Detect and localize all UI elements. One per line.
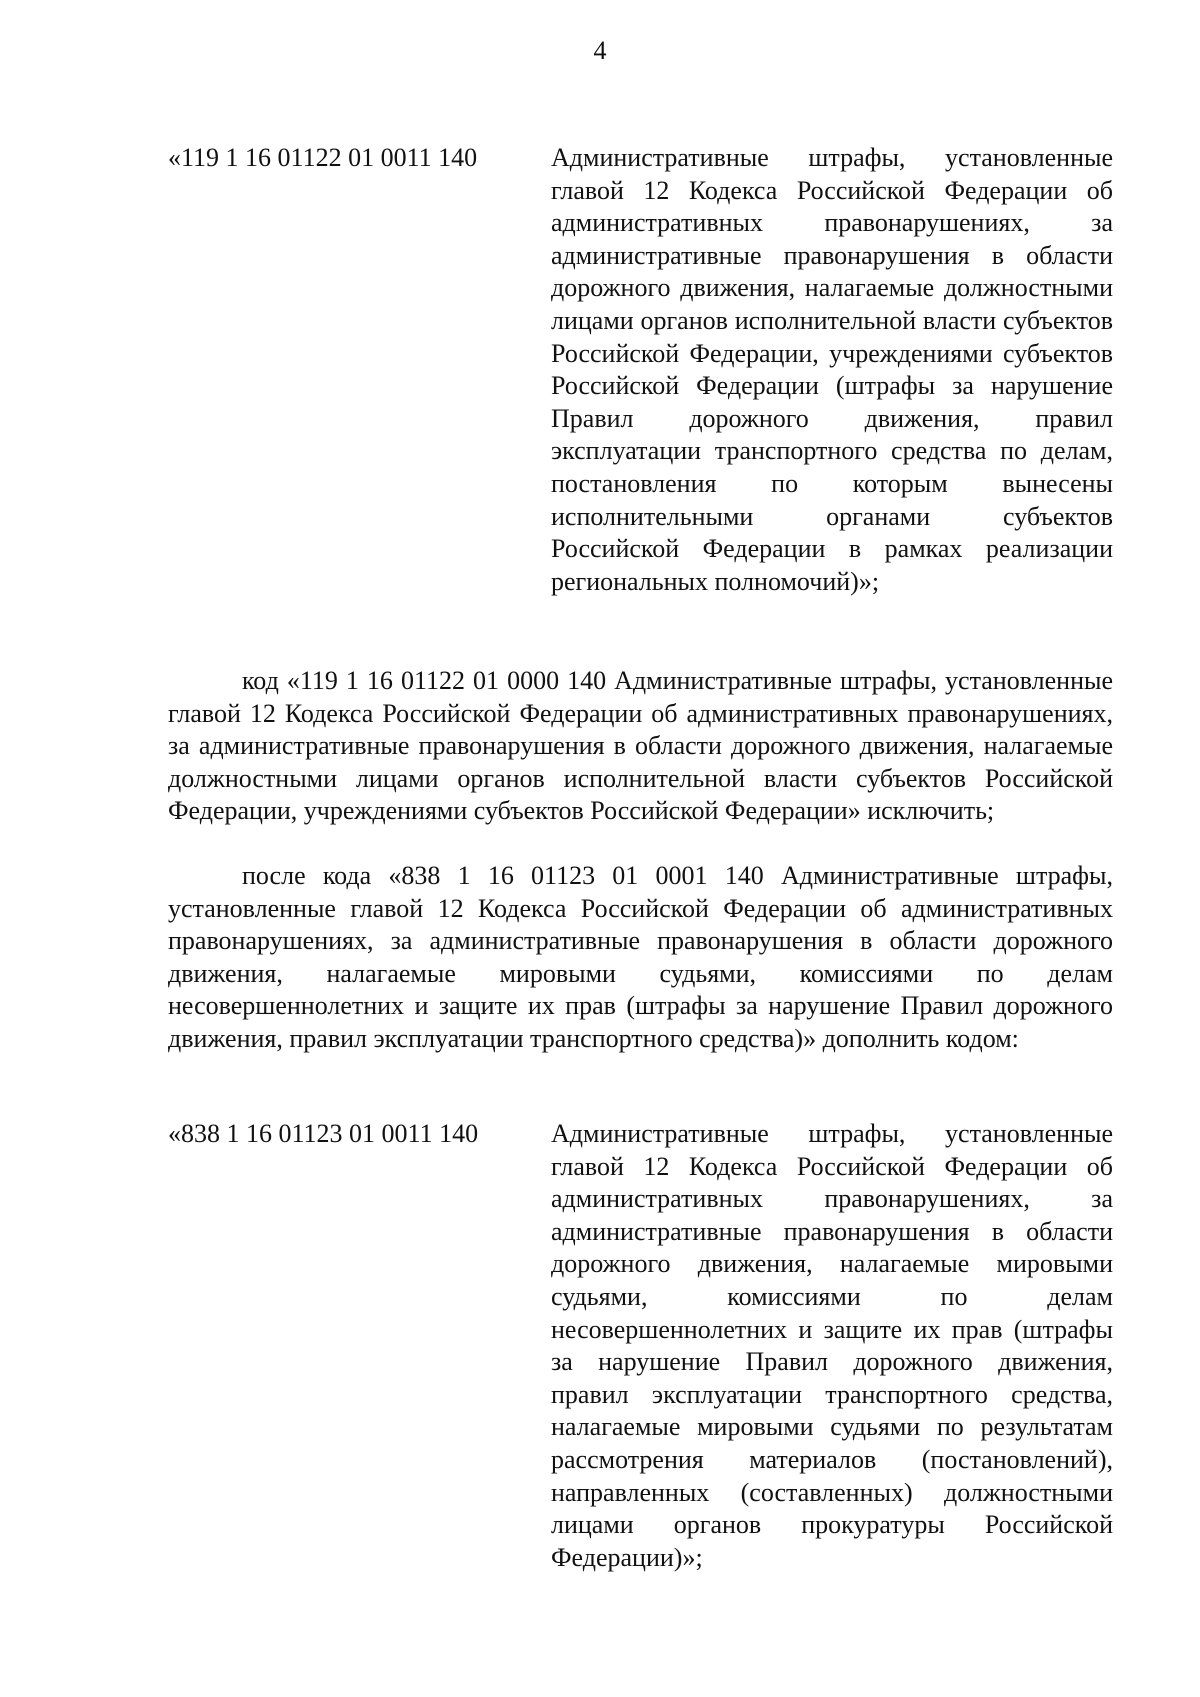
code-description: Административные штрафы, установленные главой 12 Кодекса Российской Федерации об административных правонарушениях, за административные правонарушения в области дорожного движения, налагаемые мировыми судьями, комиссиями по делам несовершеннолетних и защите их прав (штрафы за нарушение Правил дорожного движения, правил эксплуатации транспортного средства, налагаемые мировыми судьями по результатам рассмотрения материалов (постановлений), направленных (составленных) должностными лицами органов прокуратуры Российской Федерации)»; (551, 1119, 1113, 1572)
budget-code: «119 1 16 01122 01 0011 140 (168, 143, 478, 172)
code-description: Административные штрафы, установленные главой 12 Кодекса Российской Федерации об административных правонарушениях, за административные правонарушения в области дорожного движения, налагаемые должностными лицами органов исполнительной власти субъектов Российской Федерации, учреждениями субъектов Российской Федерации (штрафы за нарушение Правил дорожного движения, правил эксплуатации транспортного средства по делам, постановления по которым вынесены исполнительными органами субъектов Российской Федерации в рамках реализации региональных полномочий)»; (551, 143, 1113, 596)
budget-code: «838 1 16 01123 01 0011 140 (168, 1119, 479, 1148)
page-number: 4 (593, 36, 607, 65)
amendment-paragraph: после кода «838 1 16 01123 01 0001 140 Административные штрафы, установленные главой 12 Кодекса Российской Федерации об административных правонарушениях, за административные правонарушения в области дорожного движения, налагаемые мировыми судьями, комиссиями по делам несовершеннолетних и защите их прав (штрафы за нарушение Правил дорожного движения, правил эксплуатации транспортного средства)» дополнить кодом: (168, 861, 1113, 1053)
code-entry (168, 1118, 1113, 1574)
code-entry (168, 142, 1113, 598)
amendment-paragraph: код «119 1 16 01122 01 0000 140 Административные штрафы, установленные главой 12 Кодекса Российской Федерации об административных правонарушениях, за административные правонарушения в области дорожного движения, налагаемые должностными лицами органов исполнительной власти субъектов Российской Федерации, учреждениями субъектов Российской Федерации» исключить; (168, 666, 1113, 826)
